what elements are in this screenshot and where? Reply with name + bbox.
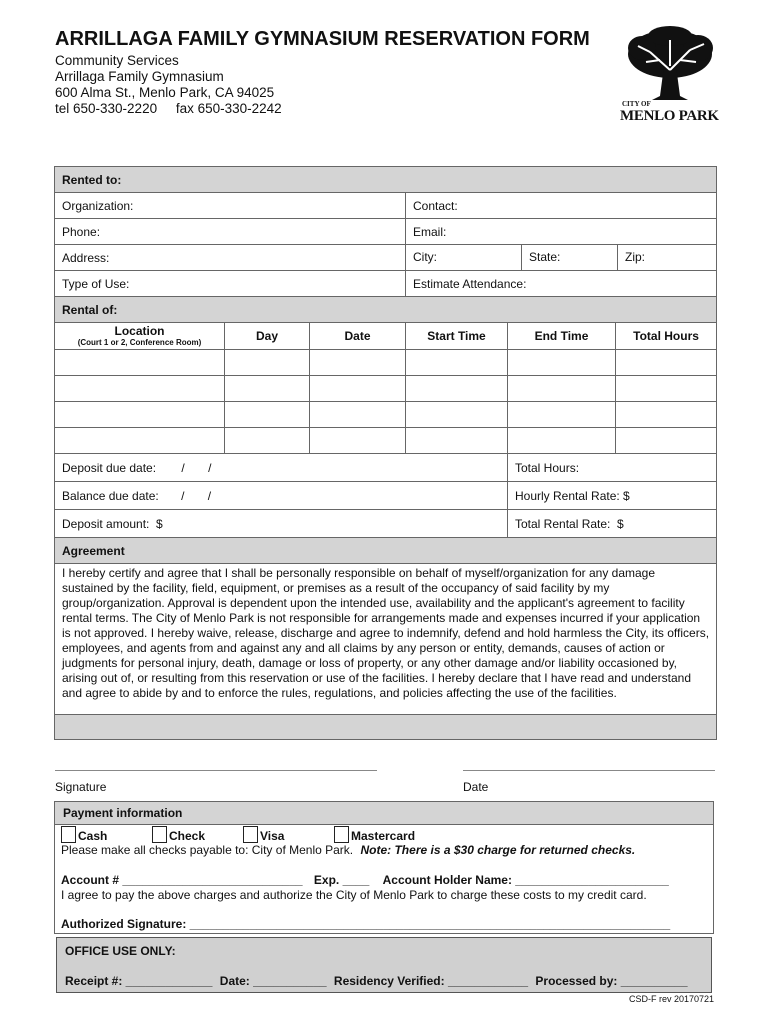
balance-due-date-label: Balance due date:: [62, 488, 159, 503]
city-field[interactable]: City:: [406, 245, 522, 270]
date-line[interactable]: [463, 770, 715, 772]
receipt-field[interactable]: Receipt #: _____________: [65, 974, 213, 988]
balance-due-date-field[interactable]: [55, 482, 508, 510]
facility-name: Arrillaga Family Gymnasium: [55, 69, 224, 84]
oak-tree-logo-icon: [620, 26, 720, 102]
location-cell[interactable]: [55, 402, 225, 428]
payment-section: [54, 801, 714, 934]
location-label: Location: [114, 323, 165, 338]
start-time-cell[interactable]: [406, 376, 508, 402]
state-field[interactable]: State:: [522, 245, 618, 270]
day-cell[interactable]: [225, 376, 310, 402]
agreement-heading: Agreement: [55, 538, 717, 564]
date-label: Date: [463, 780, 489, 794]
end-time-cell[interactable]: [508, 428, 616, 454]
end-time-cell[interactable]: [508, 402, 616, 428]
signature-label: Signature: [55, 780, 107, 794]
mastercard-option[interactable]: [334, 826, 415, 843]
logo-city-of: CITY OF: [622, 100, 651, 108]
office-use-heading: OFFICE USE ONLY:: [65, 944, 176, 958]
total-hours-column-header: Total Hours: [616, 323, 717, 350]
logo-menlo-park: MENLO PARK: [620, 108, 719, 124]
deposit-amount-field[interactable]: Deposit amount: $: [55, 510, 508, 538]
date-cell[interactable]: [310, 402, 406, 428]
rented-to-heading: Rented to:: [55, 167, 717, 193]
cash-label: Cash: [78, 829, 108, 843]
end-time-column-header: End Time: [508, 323, 616, 350]
location-note: (Court 1 or 2, Conference Room): [77, 337, 202, 347]
mastercard-label: Mastercard: [351, 829, 416, 843]
location-cell[interactable]: [55, 350, 225, 376]
start-time-column-header: Start Time: [406, 323, 508, 350]
total-hours-cell[interactable]: [616, 376, 717, 402]
checks-note-line: [61, 843, 635, 857]
check-option[interactable]: [152, 826, 205, 843]
deposit-due-date-field[interactable]: [55, 454, 508, 482]
day-cell[interactable]: [225, 402, 310, 428]
reservation-form-table: [54, 166, 717, 740]
returned-check-note: Note: There is a $30 charge for returned checks.: [360, 843, 636, 857]
address-field[interactable]: Address:: [55, 245, 406, 271]
cash-option[interactable]: [61, 826, 107, 843]
total-hours-cell[interactable]: [616, 428, 717, 454]
residency-verified-field[interactable]: Residency Verified: ____________: [333, 974, 529, 988]
day-column-header: Day: [225, 323, 310, 350]
total-hours-cell[interactable]: [616, 350, 717, 376]
type-of-use-field[interactable]: Type of Use:: [55, 271, 406, 297]
estimate-attendance-field[interactable]: Estimate Attendance:: [406, 271, 717, 297]
location-column-header: [55, 323, 225, 350]
start-time-cell[interactable]: [406, 350, 508, 376]
revision-code: CSD-F rev 20170721: [628, 994, 714, 1004]
date-column-header: Date: [310, 323, 406, 350]
signature-line[interactable]: [55, 770, 377, 772]
visa-label: Visa: [260, 829, 285, 843]
charge-authorization-text: I agree to pay the above charges and authorize the City of Menlo Park to charge these costs to my credit card.: [61, 888, 647, 902]
deposit-due-date-slashes: / /: [181, 460, 212, 475]
account-number-field[interactable]: Account # ___________________________: [61, 873, 303, 887]
checks-payable-note: Please make all checks payable to: City of Menlo Park.: [61, 843, 354, 857]
office-fields-row: [65, 974, 688, 988]
date-cell[interactable]: [310, 376, 406, 402]
city-logo: [620, 26, 720, 130]
contact-field[interactable]: Contact:: [406, 193, 717, 219]
email-field[interactable]: Email:: [406, 219, 717, 245]
account-holder-field[interactable]: Account Holder Name: _______________________: [382, 873, 669, 887]
payment-heading: Payment information: [55, 802, 713, 825]
facility-address: 600 Alma St., Menlo Park, CA 94025: [55, 85, 275, 100]
card-details-line: [61, 873, 669, 887]
expiration-field[interactable]: Exp. ____: [313, 873, 370, 887]
table-row: [55, 428, 717, 454]
table-row: [55, 376, 717, 402]
processed-by-field[interactable]: Processed by: __________: [535, 974, 688, 988]
day-cell[interactable]: [225, 428, 310, 454]
total-hours-cell[interactable]: [616, 402, 717, 428]
agreement-footer-bar: [55, 715, 717, 740]
cash-checkbox[interactable]: [61, 826, 76, 843]
office-date-field[interactable]: Date: ___________: [219, 974, 327, 988]
total-hours-field[interactable]: Total Hours:: [508, 454, 717, 482]
check-checkbox[interactable]: [152, 826, 167, 843]
visa-checkbox[interactable]: [243, 826, 258, 843]
total-rental-rate-field[interactable]: Total Rental Rate: $: [508, 510, 717, 538]
date-cell[interactable]: [310, 350, 406, 376]
start-time-cell[interactable]: [406, 402, 508, 428]
start-time-cell[interactable]: [406, 428, 508, 454]
office-use-section: [56, 937, 712, 993]
location-cell[interactable]: [55, 428, 225, 454]
end-time-cell[interactable]: [508, 350, 616, 376]
hourly-rental-rate-field[interactable]: Hourly Rental Rate: $: [508, 482, 717, 510]
deposit-due-date-label: Deposit due date:: [62, 460, 157, 475]
facility-phone-fax: tel 650-330-2220 fax 650-330-2242: [55, 101, 282, 116]
date-cell[interactable]: [310, 428, 406, 454]
location-cell[interactable]: [55, 376, 225, 402]
authorized-signature-field[interactable]: Authorized Signature: ________________________________________________________________________: [61, 917, 671, 931]
phone-field[interactable]: Phone:: [55, 219, 406, 245]
organization-field[interactable]: Organization:: [55, 193, 406, 219]
rental-of-heading: Rental of:: [55, 297, 717, 323]
table-row: [55, 402, 717, 428]
end-time-cell[interactable]: [508, 376, 616, 402]
dept-name: Community Services: [55, 53, 179, 68]
check-label: Check: [169, 829, 206, 843]
table-row: [55, 350, 717, 376]
mastercard-checkbox[interactable]: [334, 826, 349, 843]
zip-field[interactable]: Zip:: [625, 250, 646, 264]
form-title: ARRILLAGA FAMILY GYMNASIUM RESERVATION FORM: [55, 28, 590, 50]
visa-option[interactable]: [243, 826, 284, 843]
day-cell[interactable]: [225, 350, 310, 376]
agreement-text: I hereby certify and agree that I shall be personally responsible on behalf of myself/organization for any damage sustained by the facility, field, equipment, or premises as a result of the occupancy of said facility by my group/organization. Approval is dependent upon the intended use, availability and the applicant's agreement to facility rental terms. The City of Menlo Park is not responsible for arrangements made and expenses incurred if your application is not approved. I hereby waive, release, discharge and agree to indemnify, defend and hold harmless the City, its officers, employees, and agents from and against any and all claims by any person or entity, demands, causes of action or judgments for personal injury, death, damage or loss of property, or any other damage and/or liability occasioned by, arising out of, or resulting from this reservation or use of the facilities. I hereby declare that I have read and understand and agree to abide by and to enforce the rules, regulations, and policies affecting the use of the facilities.: [55, 564, 717, 715]
balance-due-date-slashes: / /: [181, 488, 212, 503]
